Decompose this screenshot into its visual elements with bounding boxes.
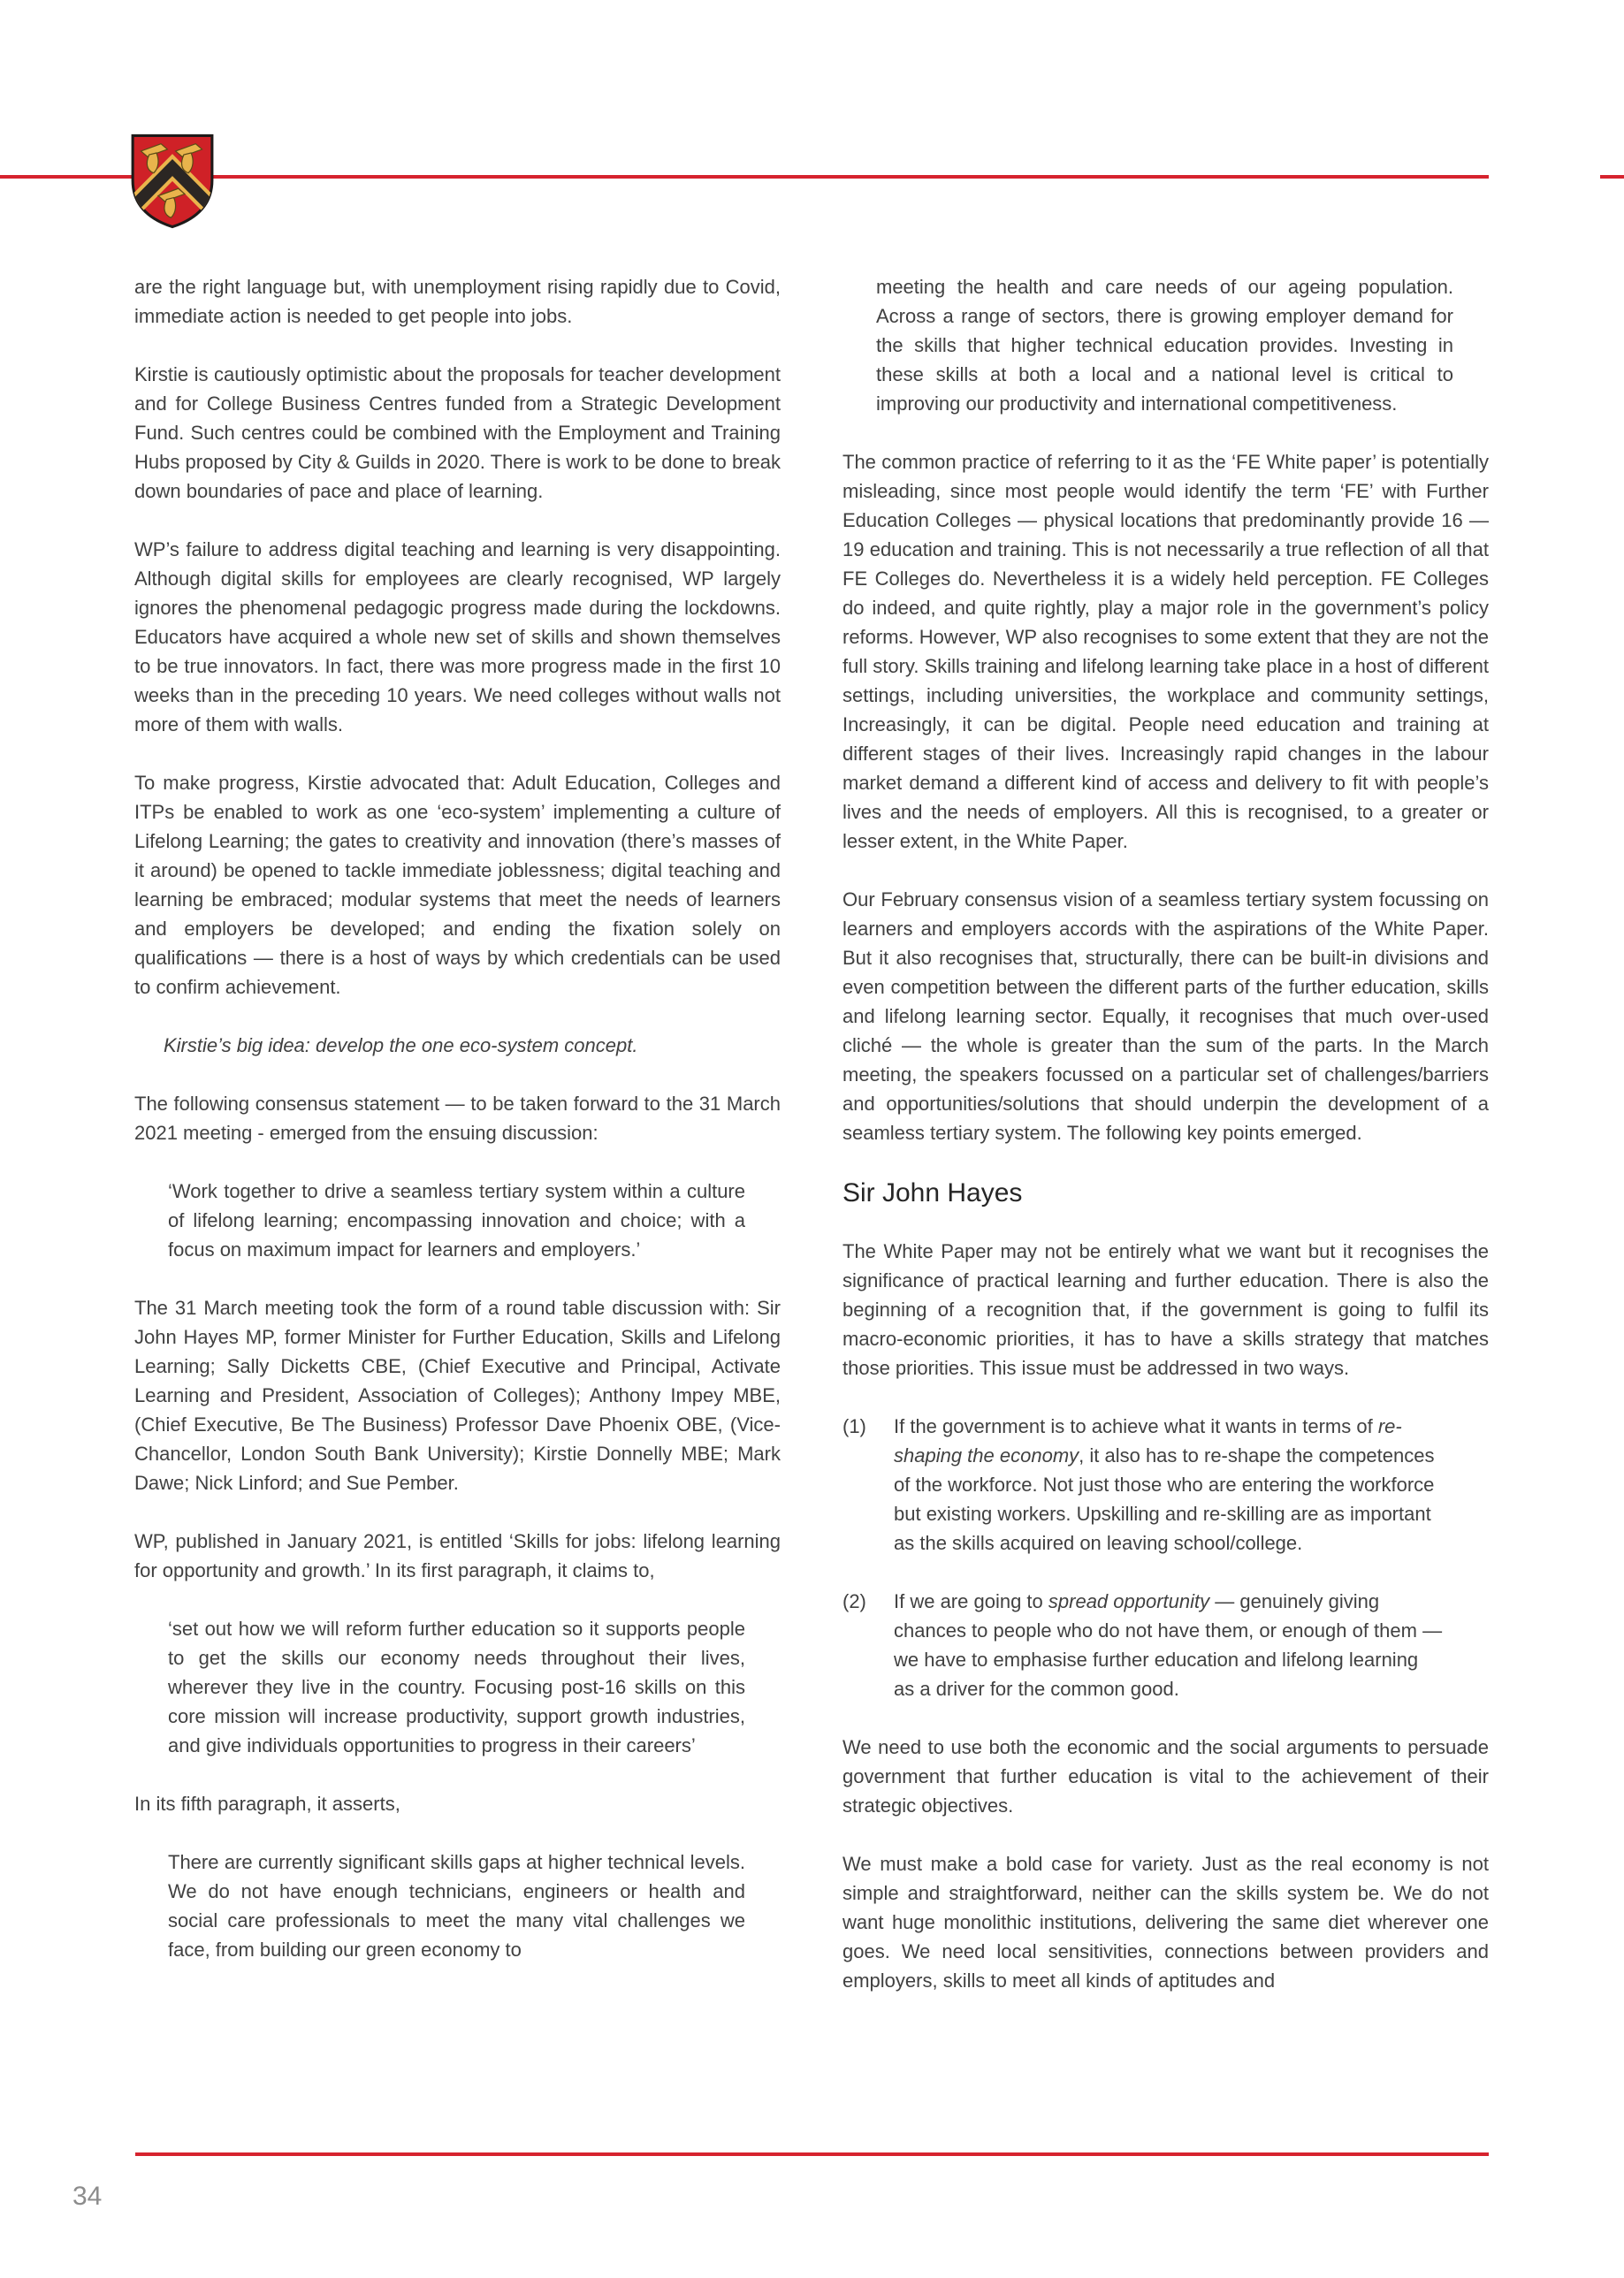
block-quote: ‘Work together to drive a seamless tertiary system within a culture of lifelong learning; encompassing innovation and choice; with a focus on maximum impact for learners and employers.’ xyxy=(168,1180,745,1261)
item-text: If the government is to achieve what it wants in terms of re-shaping the economy, it also has to re-shape the competences of the workforce. Not just those who are entering the workforce but existing workers. Upskilling and re-skilling are as important as the skills acquired on leaving school/college. xyxy=(894,1415,1435,1554)
item-text: If we are going to spread opportunity — genuinely giving chances to people who do not have them, or enough of them — we have to emphasise further education and lifelong learning as a driver for the common good. xyxy=(894,1590,1443,1700)
page-number: 34 xyxy=(72,2182,103,2211)
paragraph: The common practice of referring to it as the ‘FE White paper’ is potentially misleading, since most people would identify the term ‘FE’ with Further Education Colleges — physical locations that predominantly provide 16 — 19 education and training. This is not necessarily a true reflection of all that FE Colleges do. Nevertheless it is a widely held perception. FE Colleges do indeed, and quite rightly, play a major role in the government’s policy reforms. However, WP also recognises to some extent that they are not the full story. Skills training and lifelong learning take place in a host of different settings, including universities, the workplace and community settings, Increasingly, it can be digital. People need education and training at different stages of their lives. Increasingly rapid changes in the labour market demand a different kind of access and delivery to fit with people’s lives and the needs of employers. All this is recognised, to a greater or lesser extent, in the White Paper. xyxy=(842,451,1489,852)
paragraph: In its fifth paragraph, it asserts, xyxy=(134,1793,400,1815)
paragraph: The 31 March meeting took the form of a round table discussion with: Sir John Hayes MP, former Minister for Further Education, Skills and Lifelong Learning; Sally Dicketts CBE, (Chief Executive and Principal, Activate Learning and President, Association of Colleges); Anthony Impey MBE, (Chief Executive, Be The Business) Professor Dave Phoenix OBE, (Vice-Chancellor, London South Bank University); Kirstie Donnelly MBE; Mark Dawe; Nick Linford; and Sue Pember. xyxy=(134,1297,781,1494)
section-heading: Sir John Hayes xyxy=(842,1178,1023,1208)
top-rule-right-segment xyxy=(1600,175,1624,179)
paragraph: The White Paper may not be entirely what we want but it recognises the significance of practical learning and further education. There is also the beginning of a recognition that, if the government is going to fulfil its macro-economic priorities, it has to have a skills strategy that matches those priorities. This issue must be addressed in two ways. xyxy=(842,1240,1489,1379)
block-quote: There are currently significant skills gaps at higher technical levels. We do not have enough technicians, engineers or health and social care professionals to meet the many vital challenges we face, from building our green economy to xyxy=(168,1851,745,1961)
paragraph: are the right language but, with unemployment rising rapidly due to Covid, immediate action is needed to get people into jobs. xyxy=(134,276,781,327)
paragraph: To make progress, Kirstie advocated that: Adult Education, Colleges and ITPs be enabled to work as one ‘eco-system’ implementing a culture of Lifelong Learning; the gates to creativity and innovation (there’s masses of it around) be opened to tackle immediate joblessness; digital teaching and learning be embraced; modular systems that meet the needs of learners and employers be developed; and ending the fixation solely on qualifications — there is a host of ways by which credentials can be used to confirm achievement. xyxy=(134,772,781,998)
bottom-rule xyxy=(135,2152,1489,2156)
right-column xyxy=(842,272,1489,2024)
paragraph: WP’s failure to address digital teaching and learning is very disappointing. Although digital skills for employees are clearly recognised, WP largely ignores the phenomenal pedagogic progress made during the lockdowns. Educators have acquired a whole new set of skills and shown themselves to be true innovators. In fact, there was more progress made in the first 10 weeks than in the preceding 10 years. We need colleges without walls not more of them with walls. xyxy=(134,538,781,735)
top-rule xyxy=(0,175,1489,179)
paragraph: We need to use both the economic and the social arguments to persuade government that further education is vital to the achievement of their strategic objectives. xyxy=(842,1736,1489,1817)
block-quote: meeting the health and care needs of our ageing population. Across a range of sectors, there is growing employer demand for the skills that higher technical education provides. Investing in these skills at both a local and a national level is critical to improving our productivity and international competitiveness. xyxy=(876,276,1453,415)
item-number: (2) xyxy=(842,1590,866,1612)
italic-note: Kirstie’s big idea: develop the one eco-system concept. xyxy=(164,1034,638,1056)
paragraph: Our February consensus vision of a seamless tertiary system focussing on learners and employers accords with the aspirations of the White Paper. But it also recognises that, structurally, there can be built-in divisions and even competition between the different parts of the further education, skills and lifelong learning sector. Equally, it recognises that much over-used cliché — the whole is greater than the sum of the parts. In the March meeting, the speakers focussed on a particular set of challenges/barriers and opportunities/solutions that should underpin the development of a seamless tertiary system. The following key points emerged. xyxy=(842,888,1489,1144)
numbered-item xyxy=(842,1587,1489,1703)
paragraph: WP, published in January 2021, is entitled ‘Skills for jobs: lifelong learning for opportunity and growth.’ In its first paragraph, it claims to, xyxy=(134,1530,781,1581)
paragraph: We must make a bold case for variety. Just as the real economy is not simple and straightforward, neither can the skills system be. We do not want huge monolithic institutions, delivering the same diet wherever one goes. We need local sensitivities, connections between providers and employers, skills to meet all kinds of aptitudes and xyxy=(842,1853,1489,1992)
numbered-item xyxy=(842,1412,1489,1558)
block-quote: ‘set out how we will reform further education so it supports people to get the skills our economy needs throughout their lives, wherever they live in the country. Focusing post-16 skills on this core mission will increase productivity, support growth industries, and give individuals opportunities to progress in their careers’ xyxy=(168,1618,745,1756)
left-column xyxy=(134,272,781,1993)
item-number: (1) xyxy=(842,1415,866,1437)
paragraph: Kirstie is cautiously optimistic about the proposals for teacher development and for College Business Centres funded from a Strategic Development Fund. Such centres could be combined with the Employment and Training Hubs proposed by City & Guilds in 2020. There is work to be done to break down boundaries of pace and place of learning. xyxy=(134,363,781,502)
college-crest-icon xyxy=(129,133,216,230)
paragraph: The following consensus statement — to be taken forward to the 31 March 2021 meeting - emerged from the ensuing discussion: xyxy=(134,1093,781,1144)
